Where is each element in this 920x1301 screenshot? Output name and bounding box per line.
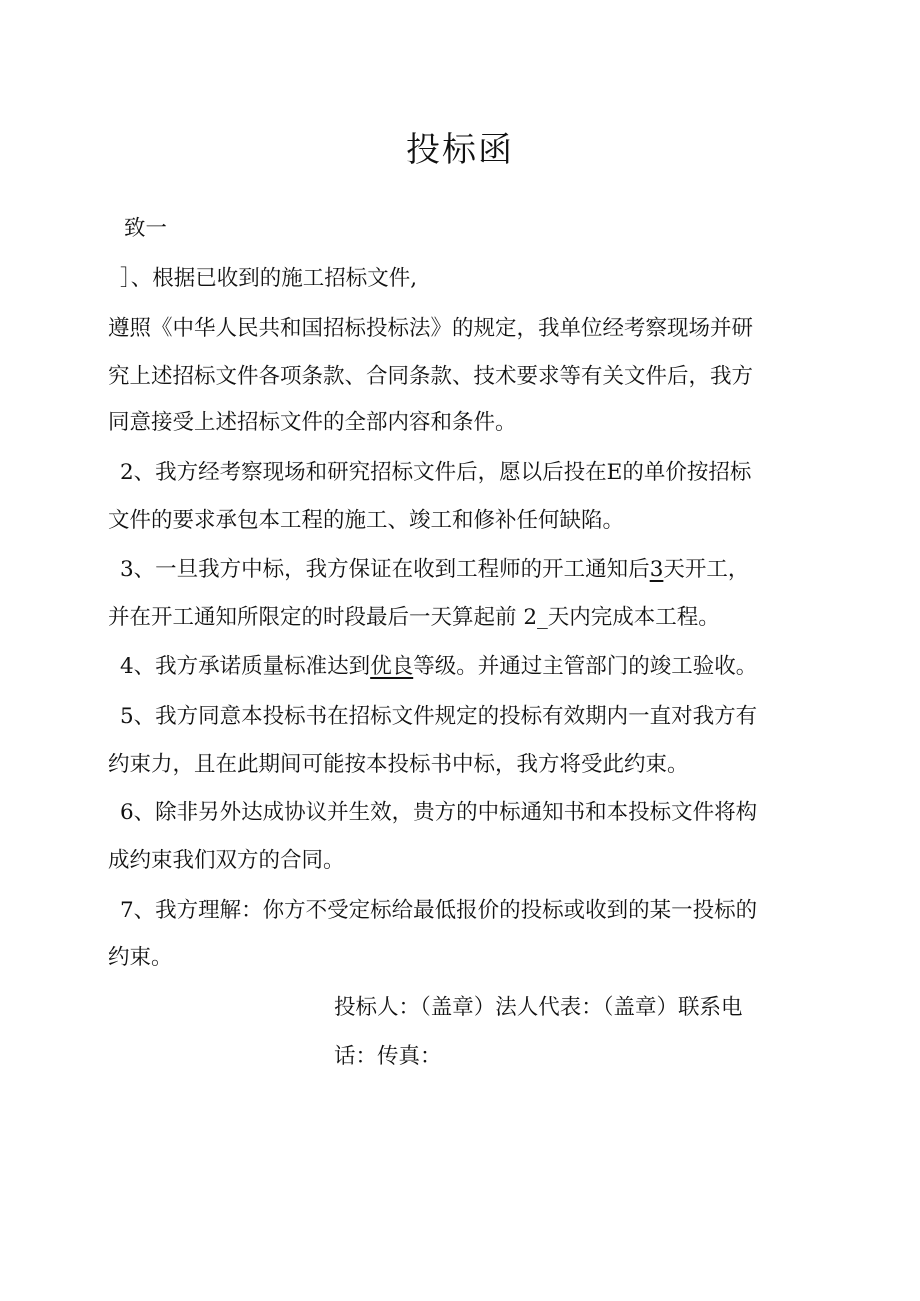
quality-level: 优良 <box>370 654 414 679</box>
para2-line1: 2、我方经考察现场和研究招标文件后，愿以后投在E的单价按招标 <box>120 460 752 485</box>
signature-line1: 投标人：（盖章）法人代表：（盖章）联系电 <box>334 995 743 1020</box>
para3-line2: 并在开工通知所限定的时段最后一天算起前 2_天内完成本工程。 <box>108 605 720 630</box>
signature-line2: 话：传真： <box>334 1044 442 1069</box>
para4-b: 等级。并通过主管部门的竣工验收。 <box>413 654 758 679</box>
para5-line1: 5、我方同意本投标书在招标文件规定的投标有效期内一直对我方有 <box>120 704 758 729</box>
para2-line2: 文件的要求承包本工程的施工、竣工和修补任何缺陷。 <box>108 508 625 533</box>
para3-line1 <box>120 555 749 585</box>
para5-line2: 约束力，且在此期间可能按本投标书中标，我方将受此约束。 <box>108 752 689 777</box>
para3-line1-a: 3、一旦我方中标，我方保证在收到工程师的开工通知后 <box>120 557 650 582</box>
para3-line1-b: 天开工， <box>663 557 750 582</box>
para1-line1: 遵照《中华人民共和国招标投标法》的规定，我单位经考察现场并研 <box>108 316 754 341</box>
document-title: 投标函 <box>406 130 514 170</box>
para1-line3: 同意接受上述招标文件的全部内容和条件。 <box>108 410 517 435</box>
para7-line2: 约束。 <box>108 945 173 970</box>
intro-line: ］、根据已收到的施工招标文件, <box>120 266 418 291</box>
para4-a: 4、我方承诺质量标准达到 <box>120 654 371 679</box>
commencement-days: 3 <box>649 557 664 582</box>
salutation: 致一 <box>124 216 168 241</box>
para6-line2: 成约束我们双方的合同。 <box>108 848 345 873</box>
para1-line2: 究上述招标文件各项条款、合同条款、技术要求等有关文件后，我方 <box>108 364 754 389</box>
para7-line1: 7、我方理解：你方不受定标给最低报价的投标或收到的某一投标的 <box>120 898 758 923</box>
para4-line <box>120 652 757 682</box>
para6-line1: 6、除非另外达成协议并生效，贵方的中标通知书和本投标文件将构 <box>120 800 758 825</box>
